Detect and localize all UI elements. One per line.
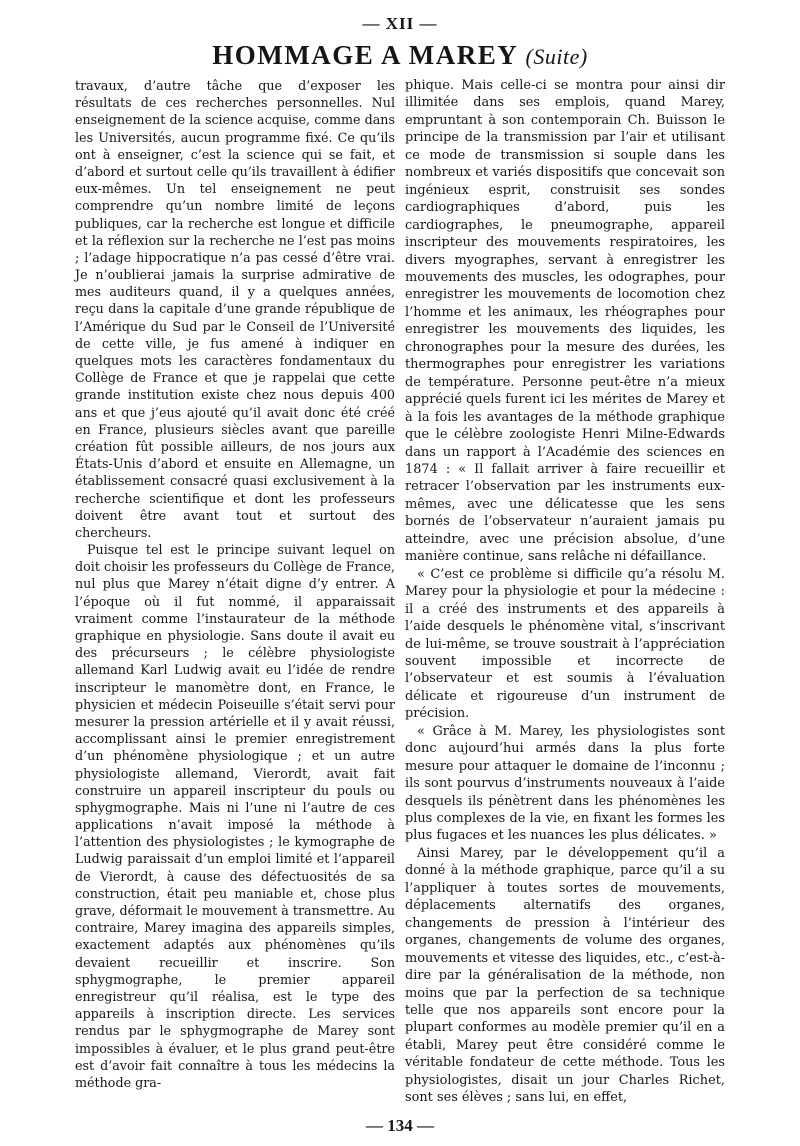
paragraph: Puisque tel est le principe suivant lequel on doit choisir les professeurs du Collège de France, nul plus que Marey n’était digne d’y entrer. A l’époque où il fut nommé, il apparaissait vraiment comme l’instaurateur de la méthode graphique en physiologie. Sans doute il avait eu des précurseurs ; le célèbre physiologiste allemand Karl Ludwig avait eu l’idée de rendre inscripteur le manomètre dont, en France, le physicien et médecin Poiseuille s’était servi pour mesurer la pression artérielle et il y avait réussi, accomplissant ainsi le premier enregistrement d’un phénomène physiologique ; et un autre physiologiste allemand, Vierordt, avait fait construire un appareil inscripteur du pouls ou sphygmographe. Mais ni l’une ni l’autre de ces applications n’avait imposé la méthode à l’attention des physiologistes ; le kymographe de Ludwig paraissait d’un emploi limité et l’appareil de Vierordt, à cause des défectuosités de sa construction, était peu maniable et, chose plus grave, déformait le mouvement à transmettre. Au contraire, Marey imagina des appareils simples, exactement adaptés aux phénomènes qu’ils devaient recueillir et inscrire. Son sphygmographe, le premier appareil enregistreur qu’il réalisa, est le type des appareils à inscription directe. Les services rendus par le sphygmographe de Marey sont impossibles à évaluer, et le plus grand peut-être est d’avoir fait connaître à tous les médecins la méthode gra- (75, 542, 395, 1090)
paragraph: « Grâce à M. Marey, les physiologistes sont donc aujourd’hui armés dans la plus forte mesure pour attaquer le domaine de l’inconnu ; ils sont pourvus d’instruments nouveaux à l’aide desquels ils pénètrent dans les phénomènes les plus complexes de la vie, en fixant les formes les plus fugaces et les nuances les plus délicates. » (405, 723, 725, 844)
paragraph: Ainsi Marey, par le développement qu’il a donné à la méthode graphique, parce qu’il a su l’appliquer à toutes sortes de mouvements, déplacements alternatifs des organes, changements de pression à l’intérieur des organes, changements de volume des organes, mouvements et vitesse des liquides, etc., c’est-à-dire par la généralisation de la méthode, non moins que par la perfection de sa technique telle que nos appareils sont encore pour la plupart conformes au modèle premier qu’il en a établi, Marey peut être considéré comme le véritable fondateur de cette méthode. Tous les physiologistes, disait un jour Charles Richet, sont ses élèves ; sans lui, en effet, (405, 845, 725, 1106)
article-title-suffix: (Suite) (525, 44, 588, 69)
text-column-left (75, 77, 395, 1091)
article-title (0, 40, 800, 72)
paragraph: phique. Mais celle-ci se montra pour ainsi dir illimitée dans ses emplois, quand Marey, empruntant à son contemporain Ch. Buisson le principe de la transmission par l’air et utilisant ce mode de transmission si souple dans les nombreux et variés dispositifs que concevait son ingénieux esprit, construisit ses sondes cardiographiques d’abord, puis les cardiographes, le pneumographe, appareil inscripteur des mouvements respiratoires, les divers myographes, servant à enregistrer les mouvements des muscles, les odographes, pour enregistrer les mouvements de locomotion chez l’homme et les animaux, les rhéographes pour enregistrer les mouvements des liquides, les chronographes pour la mesure des durées, les thermographes pour enregistrer les variations de température. Personne peut-être n’a mieux apprécié quels furent ici les mérites de Marey et à la fois les avantages de la méthode graphique que le célèbre zoologiste Henri Milne-Edwards dans un rapport à l’Académie des sciences en 1874 : « Il fallait arriver à faire recueillir et retracer l’observation par les instruments eux-mêmes, avec une délicatesse que les sens bornés de l’observateur n’auraient jamais pu atteindre, avec une précision absolue, d’une manière continue, sans relâche ni défaillance. (405, 78, 725, 565)
page-header-roman: — XII — (362, 14, 438, 33)
paragraph: « C’est ce problème si difficile qu’a résolu M. Marey pour la physiologie et pour la médecine : il a créé des instruments et des appareils à l’aide desquels le phénomène vital, s’inscrivant de lui-même, se trouve soustrait à l’appréciation souvent impossible et incorrecte de l’observateur et est soumis à l’évaluation délicate et rigoureuse d’un instrument de précision. (405, 566, 725, 722)
paragraph: travaux, d’autre tâche que d’exposer les résultats de ces recherches personnelles. Nul enseignement de la science acquise, comme dans les Universités, aucun programme fixé. Ce qu’ils ont à enseigner, c’est la science qui se fait, et d’abord et surtout celle qu’ils travaillent à édifier eux-mêmes. Un tel enseignement ne peut comprendre qu’un nombre limité de leçons publiques, car la recherche est longue et difficile et la réflexion sur la recherche ne l’est pas moins ; l’adage hippocratique n’a pas cessé d’être vrai. Je n’oublierai jamais la surprise admirative de mes auditeurs quand, il y a quelques années, reçu dans la capitale d’une grande république de l’Amérique du Sud par le Conseil de l’Université de cette ville, je fus amené à indiquer en quelques mots les caractères fondamentaux du Collège de France et que je rappelai que cette grande institution existe chez nous depuis 400 ans et que j’eus ajouté qu’il avait donc été créé en France, plusieurs siècles avant que pareille création fût possible ailleurs, de nos jours aux États-Unis d’abord et ensuite en Allemagne, un établissement consacré quasi exclusivement à la recherche scientifique et dont les professeurs doivent être avant tout et surtout des chercheurs. (75, 78, 395, 540)
article-title-text: HOMMAGE A MAREY (212, 40, 518, 70)
page-number: — 134 — (366, 1116, 434, 1135)
text-column-right (405, 77, 725, 1107)
